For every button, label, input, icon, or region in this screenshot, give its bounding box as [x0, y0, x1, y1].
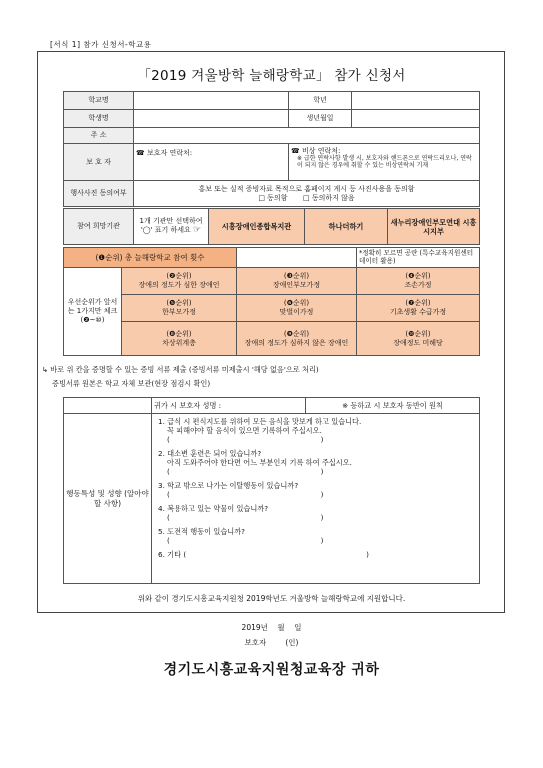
total-participation-field[interactable] [237, 248, 357, 268]
photo-consent-text: 홍보 또는 실적 증빙자료 목적으로 홈페이지 게시 등 사진사용을 동의함 [198, 184, 415, 193]
student-field[interactable] [134, 110, 289, 128]
org-option-3[interactable]: 새누리장애인부모연대 시흥시지부 [388, 209, 480, 245]
org-table [63, 208, 480, 245]
birth-field[interactable] [352, 110, 480, 128]
info-table [63, 91, 480, 207]
school-field[interactable] [134, 92, 289, 110]
pointer-icon: ☞ [193, 225, 202, 236]
priority-9[interactable]: (❾순위) 장애의 정도가 심하지 않은 장애인 [237, 322, 357, 356]
priority-table [63, 247, 480, 356]
priority-2[interactable]: (❷순위) 장애의 정도가 심한 장애인 [122, 268, 237, 295]
behavior-questions[interactable] [152, 414, 480, 584]
school-label: 학교명 [64, 92, 134, 110]
agree-checkbox[interactable]: □ 동의함 [258, 193, 288, 202]
photo-consent-label: 행사사진 동의여부 [64, 181, 134, 207]
question-1: 1. 급식 시 편식지도를 위하여 모든 음식을 맛보게 하고 있습니다. 꼭 피해야야 할 음식이 있으면 기록하여 주십시오. ( ) [158, 417, 362, 444]
addressee: 경기도시흥교육지원청교육장 귀하 [163, 662, 380, 678]
priority-8[interactable]: (❽순위) 차상위계층 [122, 322, 237, 356]
photo-consent-cell [134, 181, 480, 207]
disagree-checkbox[interactable]: □ 동의하지 않음 [303, 193, 355, 202]
question-4: 4. 복용하고 있는 약물이 있습니까? ( ) [158, 504, 324, 522]
closing-statement: 위와 같이 경기도시흥교육지원청 2019학년도 겨울방학 늘해랑학교에 지원합니다. [137, 594, 406, 603]
grade-field[interactable] [352, 92, 480, 110]
behavior-table [63, 397, 480, 584]
priority-6[interactable]: (❻순위) 맞벌이가정 [237, 295, 357, 322]
participation-info: *정확히 모르면 공란 (특수교육지원센터 데이터 활용) [357, 248, 480, 268]
return-note: ※ 등하교 시 보호자 동반이 원칙 [306, 398, 480, 414]
behavior-corner [64, 398, 152, 414]
evidence-note: ↳ 바로 위 칸을 증명할 수 있는 증빙 서류 제출 (증빙서류 미제출시 '해당 없음'으로 처리) [42, 365, 319, 374]
behavior-label: 행동특성 및 성향 (알아야 할 사항) [64, 414, 152, 584]
question-5: 5. 도전적 행동이 있습니까? ( ) [158, 527, 324, 545]
emergency-phone[interactable] [289, 144, 480, 181]
form-title: 「2019 겨울방학 늘해랑학교」 참가 신청서 [137, 68, 406, 84]
priority-10[interactable]: (❿순위) 장애정도 미해당 [357, 322, 480, 356]
guardian-label: 보 호 자 [64, 144, 134, 181]
priority-3[interactable]: (❸순위) 장애인부모가정 [237, 268, 357, 295]
return-guardian[interactable]: 귀가 시 보호자 성명 : [152, 398, 306, 414]
address-field[interactable] [134, 128, 480, 144]
org-instruction: 1개 기관만 선택하여 '◯' 표기 하세요 ☞ [134, 209, 209, 245]
student-label: 학생명 [64, 110, 134, 128]
org-option-2[interactable]: 하나더하기 [305, 209, 388, 245]
emergency-phone-label: ☎ 비상 연락처: [291, 147, 341, 155]
address-label: 주 소 [64, 128, 134, 144]
birth-label: 생년월일 [289, 110, 352, 128]
grade-label: 학년 [289, 92, 352, 110]
priority-5[interactable]: (❺순위) 한부모가정 [122, 295, 237, 322]
priority-7[interactable]: (❼순위) 기초생활 수급가정 [357, 295, 480, 322]
question-6: 6. 기타 ( ) [158, 550, 369, 559]
org-label: 참여 희망기관 [64, 209, 134, 245]
question-2: 2. 대소변 훈련은 되어 있습니까? 아직 도와주어야 한다면 어느 부분인지 기록 하여 주십시오. ( ) [158, 449, 352, 476]
sign-date: 2019년 월 일 [241, 623, 302, 632]
form-label: [서식 1] 참가 신청서-학교용 [50, 40, 152, 49]
priority-label: 우선순위가 앞서는 1가지만 체크 (❷~⑩) [64, 268, 122, 356]
evidence-storage-note: 증빙서류 원본은 학교 자체 보관(현장 점검시 확인) [52, 379, 211, 388]
guardian-phone-label: ☎ 보호자 연락처: [136, 149, 193, 157]
guardian-phone[interactable] [134, 144, 289, 181]
question-3: 3. 학교 밖으로 나가는 이탈행동이 있습니까? ( ) [158, 481, 324, 499]
priority-4[interactable]: (❹순위) 조손가정 [357, 268, 480, 295]
total-participation: (❶순위) 총 늘해랑학교 참여 횟수 [64, 248, 237, 268]
guardian-signature: 보호자 (인) [244, 638, 299, 647]
emergency-note: ※ 급한 연락사항 발생 시, 보호자와 핸드폰으로 연락드리오나, 연락이 되지 않은 경우에 취할 수 있는 비상연락처 기재 [297, 154, 472, 169]
org-option-1[interactable]: 시흥장애인종합복지관 [209, 209, 305, 245]
